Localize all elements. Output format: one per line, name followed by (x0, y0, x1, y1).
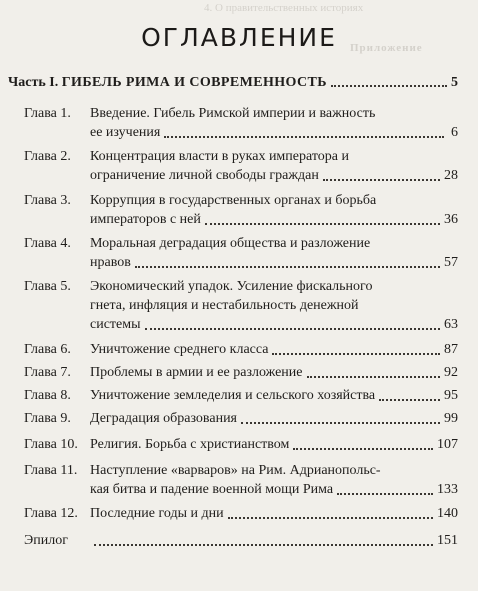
page-number: 151 (437, 533, 458, 548)
dot-leader (331, 85, 447, 87)
chapter-title-line: Коррупция в государственных органах и борьба (90, 193, 377, 208)
dot-leader (145, 328, 440, 330)
page-number: 63 (444, 317, 458, 332)
part-label: Часть I. (8, 75, 59, 90)
chapter-title-line: императоров с ней (90, 212, 201, 227)
chapter-title-line: Последние годы и дни (90, 506, 224, 521)
dot-leader (337, 493, 433, 495)
part-title: ГИБЕЛЬ РИМА И СОВРЕМЕННОСТЬ (61, 75, 327, 90)
chapter-title-line: Введение. Гибель Римской империи и важность (90, 106, 376, 121)
chapter-title-line: Моральная деградация общества и разложение (90, 236, 371, 251)
chapter-title-line: Экономический упадок. Усиление фискального (90, 279, 373, 294)
chapter-label: Эпилог (24, 533, 68, 548)
chapter-title-line: ограничение личной свободы граждан (90, 168, 319, 183)
dot-leader (307, 376, 440, 378)
chapter-label: Глава 7. (24, 365, 71, 380)
toc-part-heading[interactable] (8, 65, 458, 91)
dot-leader (379, 399, 440, 401)
chapter-title-line: ее изучения (90, 125, 161, 140)
page-number: 87 (444, 342, 458, 357)
chapter-title-line: Проблемы в армии и ее разложение (90, 365, 303, 380)
chapter-label: Глава 1. (24, 106, 71, 121)
chapter-title-line: кая битва и падение военной мощи Рима (90, 482, 334, 497)
chapter-title-line: Уничтожение земледелия и сельского хозяйства (90, 388, 376, 403)
page-number: 92 (444, 365, 458, 380)
chapter-label: Глава 9. (24, 411, 71, 426)
chapter-label: Глава 2. (24, 149, 71, 164)
dot-leader (94, 544, 433, 546)
dot-leader (293, 448, 433, 450)
page-number: 57 (444, 255, 458, 270)
page-number: 5 (451, 75, 458, 90)
page-title: ОГЛАВЛЕНИЕ (141, 22, 337, 52)
dot-leader (135, 266, 440, 268)
dot-leader (323, 179, 440, 181)
dot-leader (272, 353, 440, 355)
chapter-title-line: гнета, инфляция и нестабильность денежной (90, 298, 359, 313)
page-number: 28 (444, 168, 458, 183)
page-number: 6 (451, 125, 458, 140)
chapter-label: Глава 8. (24, 388, 71, 403)
chapter-title-line: Религия. Борьба с христианством (90, 437, 290, 452)
chapter-title-line: Деградация образования (90, 411, 237, 426)
chapter-label: Глава 4. (24, 236, 71, 251)
chapter-label: Глава 6. (24, 342, 71, 357)
chapter-label: Глава 10. (24, 437, 78, 452)
page-number: 107 (437, 437, 458, 452)
chapter-title-line: Наступление «варваров» на Рим. Адрианопольс- (90, 463, 381, 478)
page-number: 140 (437, 506, 458, 521)
dot-leader (164, 136, 444, 138)
dot-leader (228, 517, 433, 519)
chapter-title-line: Концентрация власти в руках императора и (90, 149, 349, 164)
chapter-title-line: Уничтожение среднего класса (90, 342, 269, 357)
page-number: 36 (444, 212, 458, 227)
chapter-label: Глава 3. (24, 193, 71, 208)
dot-leader (205, 223, 440, 225)
chapter-title-line: нравов (90, 255, 131, 270)
dot-leader (241, 422, 440, 424)
chapter-label: Глава 5. (24, 279, 71, 294)
chapter-label: Глава 12. (24, 506, 78, 521)
chapter-label: Глава 11. (24, 463, 78, 478)
page-number: 133 (437, 482, 458, 497)
bleed-through-text: 4. О правительственных историях (204, 2, 364, 14)
page-number: 99 (444, 411, 458, 426)
chapter-title-line: системы (90, 317, 141, 332)
page-number: 95 (444, 388, 458, 403)
bleed-through-text: Приложение (350, 42, 423, 54)
